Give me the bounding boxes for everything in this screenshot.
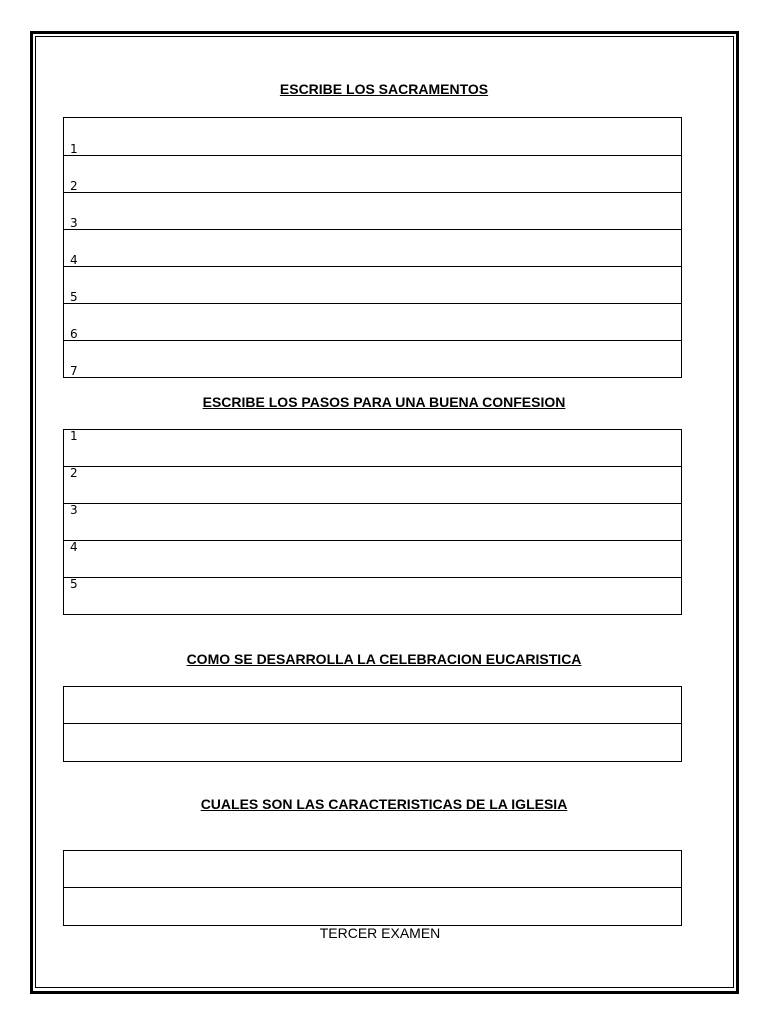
answer-line-5[interactable]: 5 — [64, 267, 682, 304]
answer-line-5[interactable]: 5 — [64, 578, 682, 615]
table-row — [64, 541, 682, 578]
table-row — [64, 341, 682, 378]
exam-footer-title: TERCER EXAMEN — [319, 925, 441, 941]
answer-line-6[interactable]: 6 — [64, 304, 682, 341]
heading-confesion: ESCRIBE LOS PASOS PARA UNA BUENA CONFESION — [202, 394, 566, 410]
answer-line-1[interactable]: 1 — [64, 118, 682, 156]
answer-line-7[interactable]: 7 — [64, 341, 682, 378]
table-row — [64, 467, 682, 504]
table-row — [64, 230, 682, 267]
heading-eucaristia: COMO SE DESARROLLA LA CELEBRACION EUCARISTICA — [186, 651, 582, 667]
answer-line-3[interactable]: 3 — [64, 193, 682, 230]
answer-line-2[interactable] — [64, 888, 682, 926]
table-eucaristia — [63, 686, 682, 762]
table-row — [64, 851, 682, 888]
table-row — [64, 156, 682, 193]
answer-line-4[interactable]: 4 — [64, 541, 682, 578]
answer-line-1[interactable]: 1 — [64, 430, 682, 467]
table-confesion — [63, 429, 682, 615]
table-sacramentos — [63, 117, 682, 378]
table-row — [64, 118, 682, 156]
table-row — [64, 304, 682, 341]
answer-line-2[interactable] — [64, 724, 682, 762]
table-iglesia — [63, 850, 682, 926]
table-row — [64, 578, 682, 615]
answer-line-1[interactable] — [64, 687, 682, 724]
table-row — [64, 687, 682, 724]
answer-line-4[interactable]: 4 — [64, 230, 682, 267]
answer-line-1[interactable] — [64, 851, 682, 888]
table-row — [64, 888, 682, 926]
heading-sacramentos: ESCRIBE LOS SACRAMENTOS — [279, 81, 489, 97]
heading-iglesia: CUALES SON LAS CARACTERISTICAS DE LA IGLESIA — [200, 796, 568, 812]
table-row — [64, 267, 682, 304]
table-row — [64, 504, 682, 541]
table-row — [64, 724, 682, 762]
table-row — [64, 193, 682, 230]
table-row — [64, 430, 682, 467]
answer-line-2[interactable]: 2 — [64, 467, 682, 504]
answer-line-2[interactable]: 2 — [64, 156, 682, 193]
answer-line-3[interactable]: 3 — [64, 504, 682, 541]
